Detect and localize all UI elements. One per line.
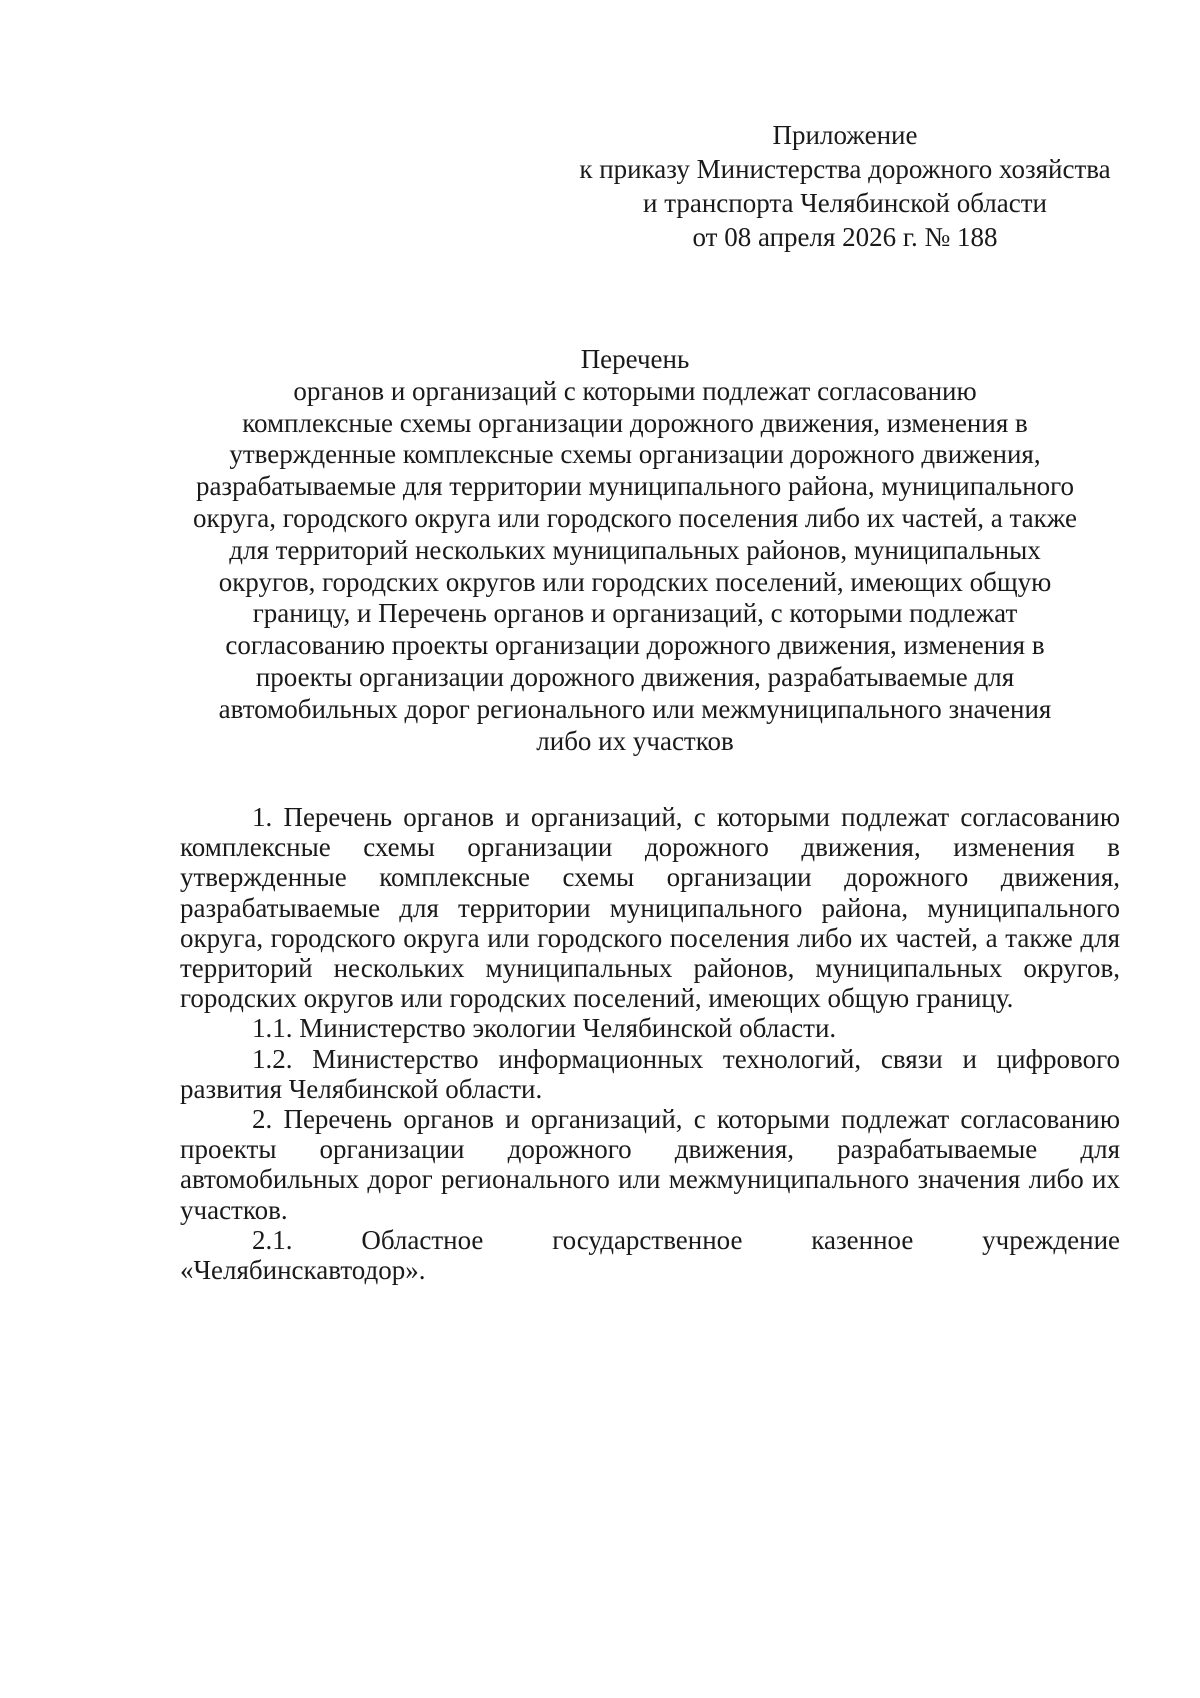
document-body — [180, 802, 1120, 1285]
item-2-1: 2.1. Областное государственное казенное учреждение «Челябинскавтодор». — [180, 1224, 1120, 1286]
title-line: согласованию проекты организации дорожного движения, изменения в — [225, 630, 1045, 661]
title-line: разрабатываемые для территории муниципального района, муниципального — [195, 471, 1075, 502]
item-2: 2. Перечень органов и организаций, с которыми подлежат согласованию проекты организации дорожного движения, разрабатываемые для автомобильных дорог регионального или межмуниципального значения либо их участков. — [180, 1104, 1120, 1225]
document-title — [165, 344, 1105, 757]
appendix-label: Приложение — [772, 120, 918, 150]
title-heading: Перечень — [580, 344, 690, 374]
title-line: проекты организации дорожного движения, разрабатываемые для — [255, 661, 1015, 692]
title-line: комплексные схемы организации дорожного движения, изменения в — [242, 407, 1028, 438]
item-1-1: 1.1. Министерство экологии Челябинской области. — [252, 1013, 837, 1044]
title-line: границу, и Перечень органов и организаций, с которыми подлежат — [252, 598, 1018, 629]
appendix-header — [575, 118, 1115, 254]
appendix-order-ref-cont: и транспорта Челябинской области — [643, 188, 1047, 218]
title-line: либо их участков — [536, 725, 734, 756]
title-line: округов, городских округов или городских поселений, имеющих общую — [218, 566, 1052, 597]
title-line: утвержденные комплексные схемы организации дорожного движения, — [229, 439, 1041, 470]
item-1: 1. Перечень органов и организаций, с которыми подлежат согласованию комплексные схемы организации дорожного движения, изменения в утвержденные комплексные схемы организации дорожного движения, разрабатываемые для территории муниципального района, муниципального округа, городского округа или городского поселения либо их частей, а также для территорий нескольких муниципальных районов, муниципальных округов, городских округов или городских поселений, имеющих общую границу. — [180, 802, 1120, 1014]
title-line: органов и организаций с которыми подлежат согласованию — [293, 375, 977, 406]
appendix-order-ref: к приказу Министерства дорожного хозяйства — [579, 154, 1111, 184]
item-1-2: 1.2. Министерство информационных технологий, связи и цифрового развития Челябинской области. — [180, 1043, 1120, 1104]
title-line: округа, городского округа или городского поселения либо их частей, а также — [192, 502, 1078, 533]
title-line: для территорий нескольких муниципальных районов, муниципальных — [229, 534, 1041, 565]
title-line: автомобильных дорог регионального или межмуниципального значения — [218, 693, 1052, 724]
appendix-order-date: от 08 апреля 2026 г. № 188 — [692, 222, 998, 252]
